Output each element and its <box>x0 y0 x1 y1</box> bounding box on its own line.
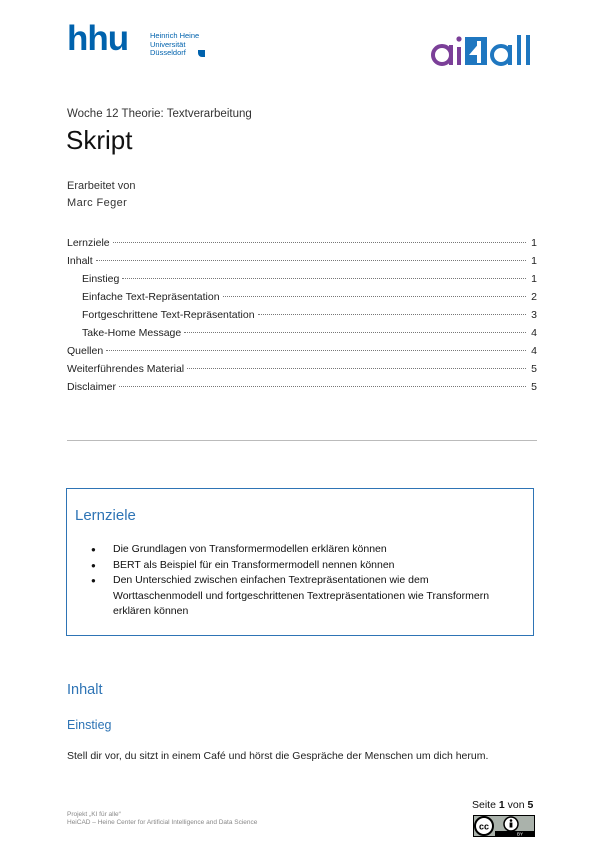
toc-entry-einfache-text-repraesentation[interactable] <box>67 288 537 306</box>
toc-leader <box>119 386 526 387</box>
author-name: Marc Feger <box>67 197 128 209</box>
toc-entry-label: Einfache Text-Repräsentation <box>82 291 220 303</box>
svg-text:cc: cc <box>478 821 490 832</box>
toc-entry-lernziele[interactable] <box>67 234 537 252</box>
hhu-logo-subtitle <box>150 32 199 58</box>
lernziele-title: Lernziele <box>75 507 136 524</box>
toc-entry-label: Disclaimer <box>67 381 117 393</box>
footer-project-line: Projekt „KI für alle“ <box>67 811 121 818</box>
week-label: Woche 12 Theorie: Textverarbeitung <box>67 108 252 120</box>
page-current: 1 <box>498 799 505 811</box>
toc-leader <box>122 278 526 279</box>
footer-project-line: HeiCAD – Heine Center for Artificial Intelligence and Data Science <box>67 819 258 826</box>
toc-entry-weiterfuehrendes-material[interactable] <box>67 360 537 378</box>
toc-entry-take-home-message[interactable] <box>67 324 537 342</box>
toc-page-number: 5 <box>531 363 537 375</box>
toc-entry-label: Einstieg <box>82 273 120 285</box>
toc-entry-inhalt[interactable] <box>67 252 537 270</box>
toc-page-number: 1 <box>531 273 537 285</box>
hhu-logo-mark <box>198 50 205 57</box>
toc-page-number: 1 <box>531 255 537 267</box>
toc-leader <box>113 242 526 243</box>
toc-entry-label: Lernziele <box>67 237 110 249</box>
toc-entry-disclaimer[interactable] <box>67 378 537 396</box>
ai4all-logo <box>431 33 541 73</box>
toc-leader <box>106 350 526 351</box>
section-heading-inhalt: Inhalt <box>67 682 103 698</box>
list-item: ● BERT als Beispiel für ein Transformermodell nennen können <box>91 558 511 574</box>
list-item: ● Die Grundlagen von Transformermodellen erklären können <box>91 542 511 558</box>
page-prefix: Seite <box>472 799 496 811</box>
toc-entry-label: Inhalt <box>67 255 93 267</box>
svg-text:BY: BY <box>517 831 524 837</box>
divider <box>67 440 537 441</box>
toc-page-number: 1 <box>531 237 537 249</box>
toc-entry-quellen[interactable] <box>67 342 537 360</box>
list-item: ● Den Unterschied zwischen einfachen Textrepräsentationen wie dem Worttaschenmodell und fortgeschrittenen Textrepräsentationen wie Transformern erklären können <box>91 573 511 620</box>
toc-entry-label: Take-Home Message <box>82 327 182 339</box>
hhu-logo-sub-line: Heinrich Heine <box>150 31 200 40</box>
page-number <box>472 799 533 811</box>
toc-leader <box>184 332 526 333</box>
page-mid: von <box>507 799 525 811</box>
page-total: 5 <box>527 799 534 811</box>
toc-page-number: 4 <box>531 327 537 339</box>
toc-entry-label: Fortgeschrittene Text-Repräsentation <box>82 309 255 321</box>
page-title: Skript <box>66 125 133 155</box>
toc-page-number: 5 <box>531 381 537 393</box>
toc-entry-label: Weiterführendes Material <box>67 363 185 375</box>
toc-leader <box>223 296 526 297</box>
subsection-heading-einstieg: Einstieg <box>67 718 112 732</box>
lernziele-list <box>91 542 511 620</box>
body-paragraph: Stell dir vor, du sitzt in einem Café und hörst die Gespräche der Menschen um dich herum. <box>67 750 489 762</box>
cc-by-license-icon <box>473 815 535 837</box>
toc-leader <box>258 314 526 315</box>
hhu-logo-sub-line: Düsseldorf <box>150 48 186 57</box>
hhu-logo-word: hhu <box>67 19 129 58</box>
footer-project-info <box>67 811 257 827</box>
toc-entry-label: Quellen <box>67 345 104 357</box>
lernziele-box <box>66 488 534 636</box>
toc-page-number: 3 <box>531 309 537 321</box>
toc-leader <box>187 368 526 369</box>
table-of-contents <box>67 234 537 396</box>
toc-entry-fortgeschrittene-text-repraesentation[interactable] <box>67 306 537 324</box>
toc-entry-einstieg[interactable] <box>67 270 537 288</box>
toc-page-number: 4 <box>531 345 537 357</box>
hhu-logo-sub-line: Universität <box>150 39 186 49</box>
author-label: Erarbeitet von <box>67 180 136 192</box>
toc-page-number: 2 <box>531 291 537 303</box>
toc-leader <box>96 260 526 261</box>
